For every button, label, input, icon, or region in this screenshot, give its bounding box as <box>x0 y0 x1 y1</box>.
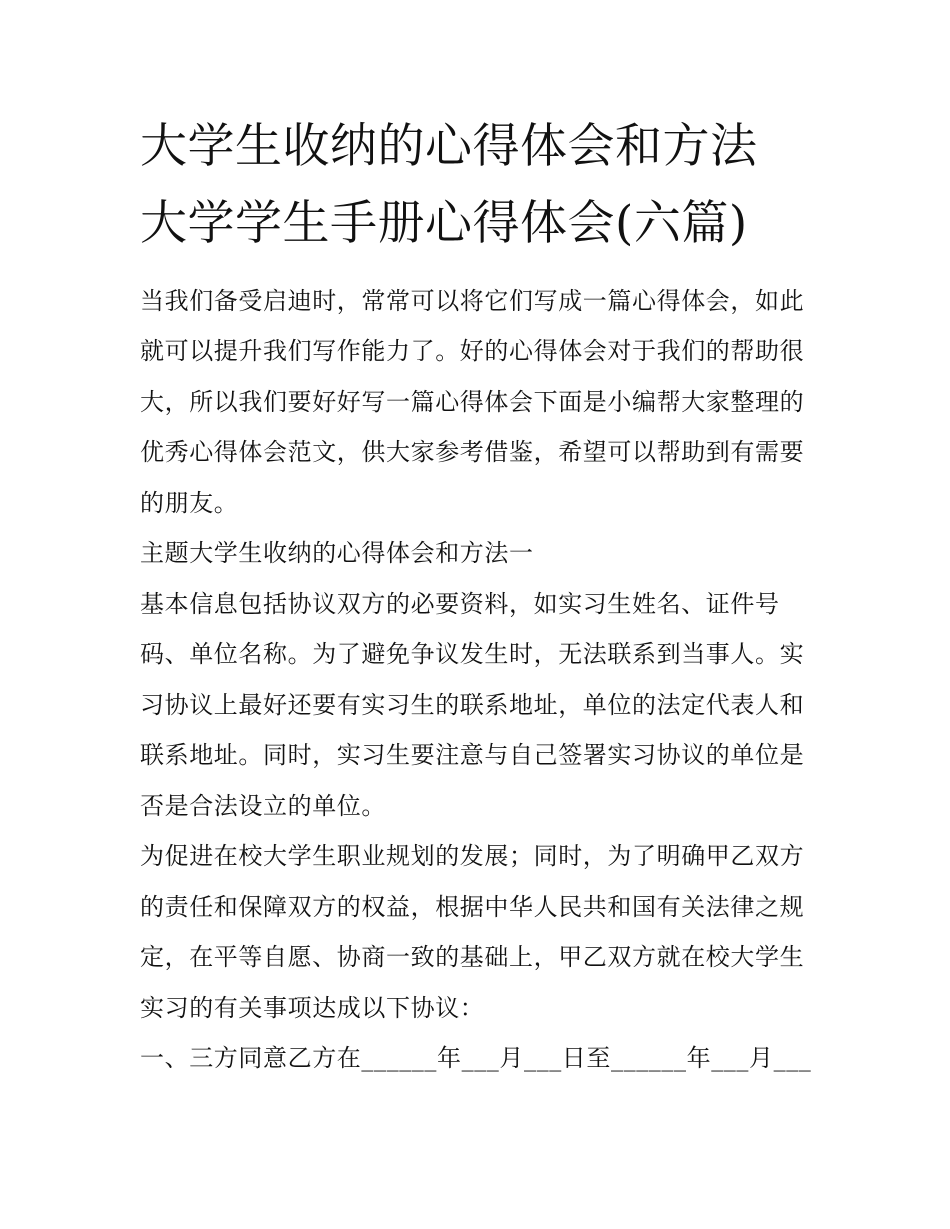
document-title-line-1: 大学生收纳的心得体会和方法 <box>140 119 758 174</box>
section-heading: 主题大学生收纳的心得体会和方法一 <box>140 539 534 567</box>
body-text-line: 否是合法设立的单位。 <box>140 792 386 820</box>
body-text-line: 习协议上最好还要有实习生的联系地址，单位的法定代表人和 <box>140 691 805 719</box>
body-text-line: 的朋友。 <box>140 489 239 517</box>
body-text-line: 一、三方同意乙方在______年___月___日至______年___月___ <box>140 1044 812 1072</box>
body-text-line: 大，所以我们要好好写一篇心得体会下面是小编帮大家整理的 <box>140 388 805 416</box>
body-text-line: 码、单位名称。为了避免争议发生时，无法联系到当事人。实 <box>140 640 805 668</box>
body-text-line: 实习的有关事项达成以下协议： <box>140 994 485 1022</box>
body-text-line: 就可以提升我们写作能力了。好的心得体会对于我们的帮助很 <box>140 337 805 365</box>
body-text-line: 的责任和保障双方的权益，根据中华人民共和国有关法律之规 <box>140 893 805 921</box>
body-text-line: 当我们备受启迪时，常常可以将它们写成一篇心得体会，如此 <box>140 287 805 315</box>
body-text-line: 基本信息包括协议双方的必要资料，如实习生姓名、证件号 <box>140 590 780 618</box>
body-text-line: 联系地址。同时，实习生要注意与自己签署实习协议的单位是 <box>140 741 805 769</box>
body-text-line: 定，在平等自愿、协商一致的基础上，甲乙双方就在校大学生 <box>140 943 805 971</box>
document-title-line-2: 大学学生手册心得体会(六篇) <box>140 196 748 251</box>
body-text-line: 优秀心得体会范文，供大家参考借鉴，希望可以帮助到有需要 <box>140 438 805 466</box>
body-text-line: 为促进在校大学生职业规划的发展；同时，为了明确甲乙双方 <box>140 842 805 870</box>
